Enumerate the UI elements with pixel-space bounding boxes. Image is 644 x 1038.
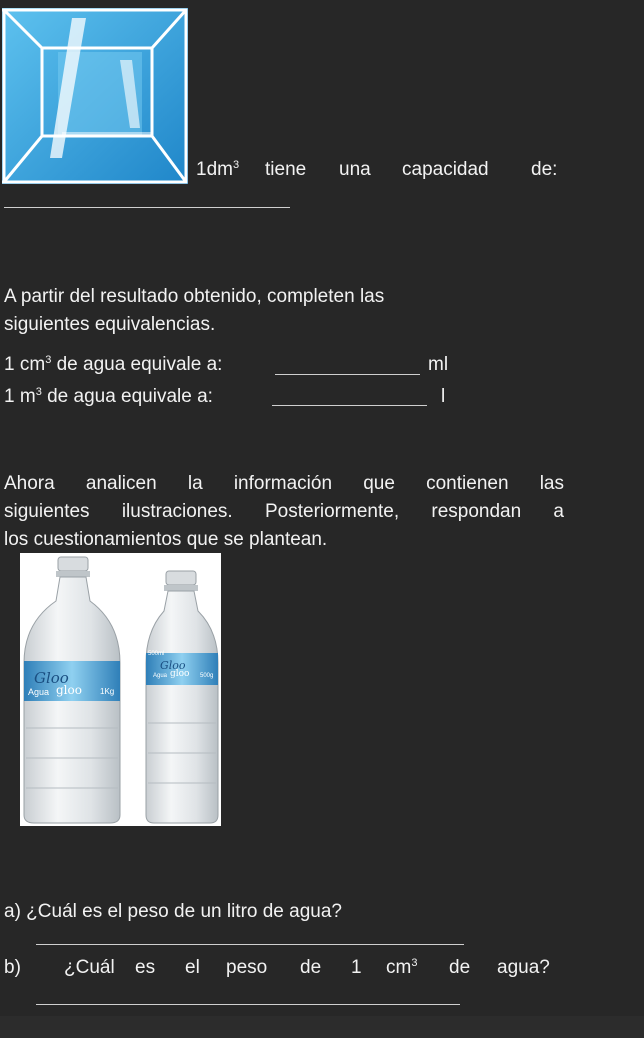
- question-b-word: peso: [226, 957, 268, 978]
- unit-ml: ml: [428, 354, 449, 375]
- equivalence-m3: 1 $m^3$ de agua equivale a:: [4, 386, 213, 407]
- answer-blank-capacity[interactable]: [4, 207, 290, 208]
- bottles-illustration: [20, 553, 221, 826]
- question-b-word: b): [4, 957, 21, 978]
- answer-blank-l[interactable]: [272, 405, 427, 406]
- bottom-strip: [0, 1016, 644, 1038]
- question-b-word: de: [300, 957, 322, 978]
- bottle-small: [146, 571, 218, 823]
- bottle-small-sublabel: Agua: [153, 673, 168, 679]
- bottle-small-brand: Gloo: [160, 659, 186, 672]
- answer-blank-b[interactable]: [36, 1004, 460, 1005]
- intro-word: una: [339, 159, 371, 180]
- bottle-large-sublabel: Agua: [28, 687, 50, 697]
- bottle-small-volume: 500ml: [148, 651, 165, 657]
- question-b-word: el: [185, 957, 200, 978]
- question-b-word: ¿Cuál: [64, 957, 115, 978]
- intro-word: de:: [531, 159, 558, 180]
- bottle-large-logo: gloo: [56, 683, 82, 697]
- unit-l: l: [441, 386, 446, 407]
- question-a: a) ¿Cuál es el peso de un litro de agua?: [4, 901, 342, 922]
- question-b-word: 1: [351, 957, 362, 978]
- intro-word: tiene: [265, 159, 307, 180]
- question-b-word: es: [135, 957, 156, 978]
- paragraph2-line2: siguientes ilustraciones. Posteriormente, respondan a: [4, 501, 564, 522]
- cube-unit: $1dm^3$: [196, 159, 240, 180]
- bottle-small-weight: 500g: [200, 673, 214, 679]
- bottle-large-weight: 1Kg: [100, 687, 115, 696]
- answer-blank-ml[interactable]: [275, 374, 420, 375]
- bottle-large-brand: Gloo: [34, 669, 69, 687]
- question-b-unit: $cm^3$: [386, 957, 418, 978]
- answer-blank-a[interactable]: [36, 944, 464, 945]
- bottle-small-logo: gloo: [170, 669, 190, 679]
- paragraph1-line1: A partir del resultado obtenido, completen las: [4, 286, 385, 307]
- paragraph2-line1: Ahora analicen la información que contienen las: [4, 473, 564, 494]
- equivalence-cm3: 1 $cm^3$ de agua equivale a:: [4, 354, 223, 375]
- cube-svg: [2, 8, 188, 184]
- question-b-word: agua?: [497, 957, 550, 978]
- intro-word: capacidad: [402, 159, 489, 180]
- question-b-word: de: [449, 957, 471, 978]
- cube-illustration: [2, 8, 188, 184]
- bottles-svg: [20, 553, 221, 826]
- paragraph2-line3: los cuestionamientos que se plantean.: [4, 529, 328, 550]
- paragraph1-line2: siguientes equivalencias.: [4, 314, 216, 335]
